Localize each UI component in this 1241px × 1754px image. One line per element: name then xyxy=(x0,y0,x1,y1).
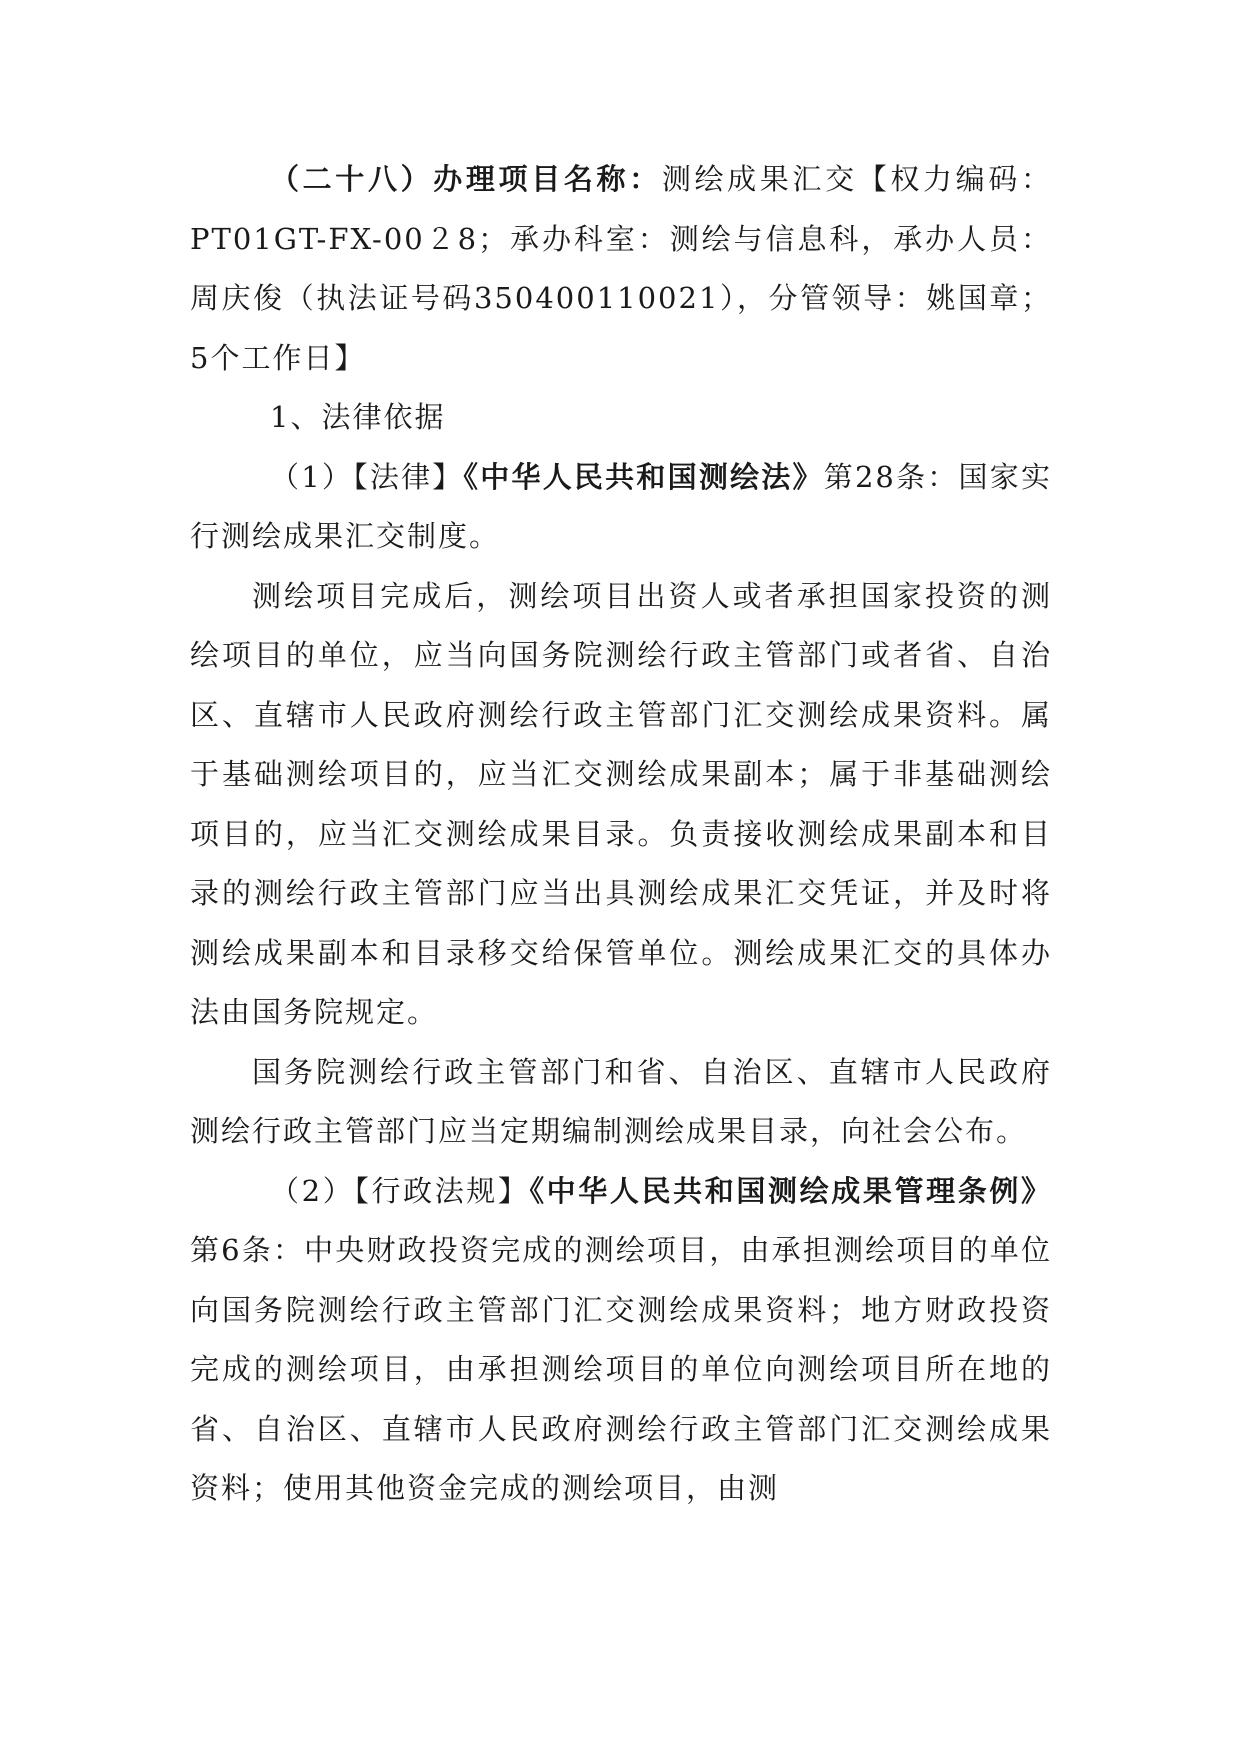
law-item-1 xyxy=(190,448,1052,567)
law-item-1-text: 第28条：国家实行测绘成果汇交制度。 xyxy=(190,459,1052,553)
section-heading-text: 测绘成果汇交【权力编码：PT01GT-FX-00２8；承办科室：测绘与信息科，承办人员：周庆俊（执法证号码350400110021），分管领导：姚国章；5个工作日】 xyxy=(190,162,1052,375)
law-item-1-name: 《中华人民共和国测绘法》 xyxy=(463,459,824,494)
law-item-2 xyxy=(190,1162,1052,1519)
law-item-2-prefix: （2） xyxy=(270,1173,355,1208)
section-heading xyxy=(190,150,1052,388)
law-item-1-paragraph-2: 国务院测绘行政主管部门和省、自治区、直辖市人民政府测绘行政主管部门应当定期编制测绘成果目录，向社会公布。 xyxy=(190,1054,1052,1148)
law-item-2-name: 《中华人民共和国测绘成果管理条例》 xyxy=(529,1173,1052,1208)
law-item-2-text: 第6条：中央财政投资完成的测绘项目，由承担测绘项目的单位向国务院测绘行政主管部门汇交测绘成果资料；地方财政投资完成的测绘项目，由承担测绘项目的单位向测绘项目所在地的省、自治区、直辖市人民政府测绘行政主管部门汇交测绘成果资料；使用其他资金完成的测绘项目，由测 xyxy=(190,1233,1052,1505)
section-heading-label: （二十八）办理项目名称： xyxy=(270,162,662,196)
law-item-1-prefix: （1）【法律】 xyxy=(270,459,464,494)
law-item-2-category: 【行政法规】 xyxy=(354,1173,530,1208)
basis-title: 1、法律依据 xyxy=(270,400,446,434)
document-body xyxy=(190,150,1052,1519)
law-item-1-paragraph-1: 测绘项目完成后，测绘项目出资人或者承担国家投资的测绘项目的单位，应当向国务院测绘行政主管部门或者省、自治区、直辖市人民政府测绘行政主管部门汇交测绘成果资料。属于基础测绘项目的，应当汇交测绘成果副本；属于非基础测绘项目的，应当汇交测绘成果目录。负责接收测绘成果副本和目录的测绘行政主管部门应当出具测绘成果汇交凭证，并及时将测绘成果副本和目录移交给保管单位。测绘成果汇交的具体办法由国务院规定。 xyxy=(190,578,1052,1029)
